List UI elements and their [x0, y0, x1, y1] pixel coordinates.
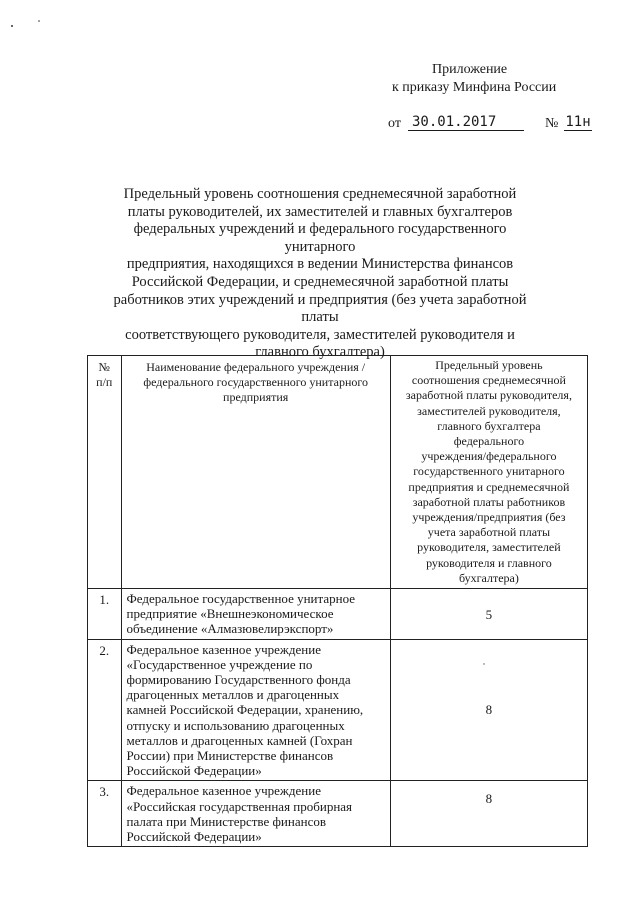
header-line: руководителя, заместителей: [417, 540, 561, 555]
header-line: соотношения среднемесячной: [411, 373, 566, 388]
name-line: «Российская государственная пробирная: [126, 798, 353, 814]
name-line: Федеральное казенное учреждение: [126, 641, 321, 657]
header-line: п/п: [96, 375, 113, 390]
header-number: [88, 356, 122, 589]
order-number: 11н: [565, 114, 591, 130]
name-line: драгоценных металлов и драгоценных: [126, 687, 340, 703]
header-line: Предельный уровень: [435, 358, 543, 372]
header-line: Наименование федерального учреждения /: [146, 360, 366, 374]
row-number: 3.: [88, 781, 122, 847]
name-line: металлов и драгоценных камней (Гохран: [126, 732, 353, 748]
header-line: федерального: [453, 434, 525, 449]
name-line: Российской Федерации»: [126, 763, 262, 779]
header-line: учреждения/федерального: [421, 449, 557, 464]
name-line: Федеральное государственное унитарное: [126, 591, 356, 607]
header-line: государственного унитарного: [413, 464, 565, 479]
order-from-label: от: [388, 116, 401, 131]
row-ratio-value: 8: [390, 781, 587, 847]
table-header-row: [88, 356, 588, 589]
appendix-reference: к приказу Минфина России: [392, 80, 557, 95]
table-row: [88, 589, 588, 640]
row-institution-name: [121, 589, 390, 640]
title-line: предприятия, находящихся в ведении Министерства финансов: [126, 256, 514, 273]
header-line: учета заработной платы: [427, 525, 551, 540]
header-line: заместителей руководителя,: [417, 403, 561, 418]
header-ratio: [390, 356, 587, 589]
name-line: Российской Федерации»: [126, 829, 262, 845]
row-number: 1.: [88, 589, 122, 640]
header-line: заработной платы работников: [412, 494, 566, 509]
table-row: [88, 781, 588, 847]
title-line: Российской Федерации, и среднемесячной заработной платы: [131, 273, 509, 290]
header-line: №: [98, 360, 110, 374]
title-line: платы руководителей, их заместителей и главных бухгалтеров: [127, 203, 513, 220]
order-number-label: №: [545, 116, 559, 131]
header-line: учреждения/предприятия (без: [412, 510, 566, 525]
appendix-title: Приложение: [432, 62, 508, 77]
row-institution-name: [121, 781, 390, 847]
row-number: 2.: [88, 639, 122, 781]
header-line: главного бухгалтера: [437, 418, 541, 433]
name-line: формированию Государственного фонда: [126, 672, 351, 688]
name-line: отпуску и использованию драгоценных: [126, 717, 345, 733]
header-line: бухгалтера): [458, 570, 519, 585]
name-line: России) при Министерстве финансов: [126, 748, 334, 764]
name-line: «Государственное учреждение по: [126, 656, 313, 672]
name-line: предприятие «Внешнеэкономическое: [126, 606, 334, 622]
title-line: соответствующего руководителя, заместителей руководителя и: [125, 326, 515, 343]
name-line: камней Российской Федерации, хранению,: [126, 702, 364, 718]
order-date: 30.01.2017: [408, 114, 524, 131]
header-line: федерального государственного унитарного: [143, 375, 368, 390]
row-institution-name: [121, 639, 390, 781]
name-line: палата при Министерстве финансов: [126, 813, 326, 829]
ratio-table: [87, 355, 588, 847]
name-line: объединение «Алмазювелирэкспорт»: [126, 621, 334, 637]
title-line: федеральных учреждений и федерального государственного унитарного: [133, 221, 507, 255]
document-title: [100, 186, 540, 362]
order-details: [388, 114, 598, 136]
table-row: [88, 639, 588, 781]
header-line: заработной платы руководителя,: [405, 388, 572, 403]
row-ratio-value: 8: [390, 639, 587, 781]
row-ratio-value: 5: [390, 589, 587, 640]
header-line: предприятия и среднемесячной: [408, 479, 570, 494]
title-line: Предельный уровень соотношения среднемесячной заработной: [123, 186, 517, 202]
header-name: [121, 356, 390, 589]
title-line: главного бухгалтера): [255, 344, 385, 361]
header-line: предприятия: [223, 390, 289, 405]
name-line: Федеральное казенное учреждение: [126, 783, 321, 799]
header-line: руководителя и главного: [426, 555, 552, 570]
title-line: работников этих учреждений и предприятия (без учета заработной платы: [113, 291, 527, 326]
